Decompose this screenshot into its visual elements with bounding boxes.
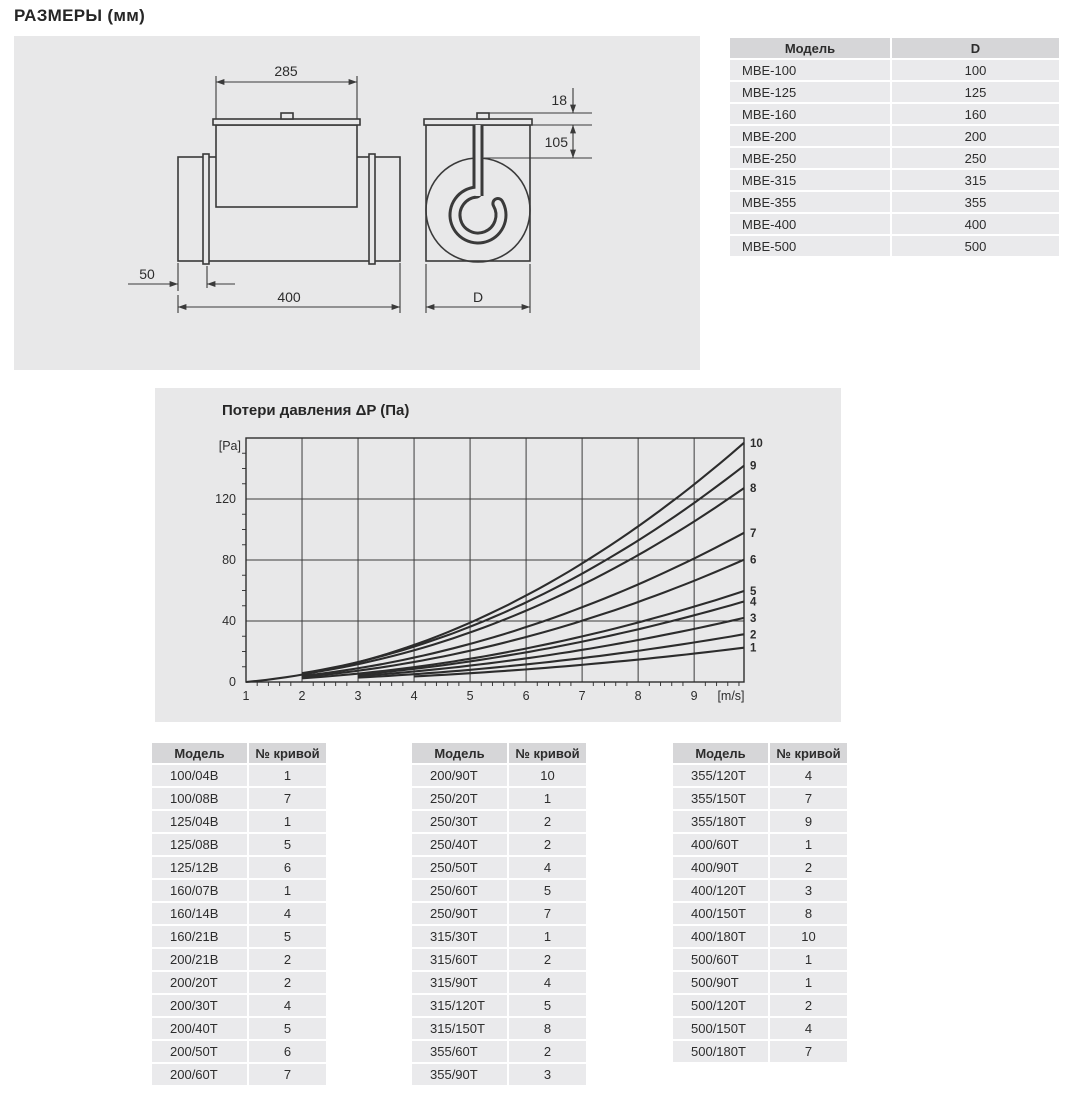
table-cell: 1 xyxy=(249,765,326,786)
table-cell: 400/150Т xyxy=(673,903,768,924)
pressure-loss-chart xyxy=(155,388,841,722)
table-cell: 1 xyxy=(249,880,326,901)
table-cell: 315/90Т xyxy=(412,972,507,993)
table-cell: 125 xyxy=(892,82,1059,102)
table-row xyxy=(412,880,586,901)
table-cell: 250/50Т xyxy=(412,857,507,878)
table-cell: 100 xyxy=(892,60,1059,80)
y-axis-unit-label: [Pa] xyxy=(218,439,241,453)
table-cell: МВЕ-125 xyxy=(730,82,890,102)
table-cell: 7 xyxy=(770,788,847,809)
table-row xyxy=(412,765,586,786)
table-cell: 200/60Т xyxy=(152,1064,247,1085)
column-header: Модель xyxy=(730,38,890,58)
x-axis-unit-label: [m/s] xyxy=(717,689,745,703)
table-cell: МВЕ-355 xyxy=(730,192,890,212)
table-cell: 500/60Т xyxy=(673,949,768,970)
table-row xyxy=(673,1041,847,1062)
curve-label-4: 4 xyxy=(750,596,757,609)
curve-label-1: 1 xyxy=(750,642,757,655)
table-cell: 1 xyxy=(770,949,847,970)
table-cell: 2 xyxy=(249,972,326,993)
column-header: Модель xyxy=(152,743,247,763)
table-row xyxy=(152,834,326,855)
table-cell: МВЕ-315 xyxy=(730,170,890,190)
x-tick-label: 7 xyxy=(578,689,586,703)
table-cell: 6 xyxy=(249,1041,326,1062)
table-row xyxy=(673,995,847,1016)
table-row xyxy=(673,811,847,832)
table-row xyxy=(730,126,1059,146)
dimensions-drawing xyxy=(14,36,700,370)
table-cell: 7 xyxy=(509,903,586,924)
table-row xyxy=(412,903,586,924)
table-header-row xyxy=(412,743,586,763)
table-row xyxy=(412,972,586,993)
table-row xyxy=(152,903,326,924)
table-cell: 3 xyxy=(770,880,847,901)
table-cell: 5 xyxy=(249,1018,326,1039)
table-cell: 500/150Т xyxy=(673,1018,768,1039)
table-row xyxy=(730,82,1059,102)
table-cell: МВЕ-400 xyxy=(730,214,890,234)
table-cell: 250/40Т xyxy=(412,834,507,855)
y-tick-label: 0 xyxy=(229,675,236,689)
table-cell: 500/180Т xyxy=(673,1041,768,1062)
heating-element-icon xyxy=(455,125,501,238)
table-cell: 250/90Т xyxy=(412,903,507,924)
x-tick-label: 2 xyxy=(298,689,306,703)
table-cell: МВЕ-250 xyxy=(730,148,890,168)
table-row xyxy=(152,926,326,947)
table-cell: 250/30Т xyxy=(412,811,507,832)
table-cell: 1 xyxy=(770,834,847,855)
curve-table-1 xyxy=(150,741,328,1087)
table-cell: 315/60Т xyxy=(412,949,507,970)
table-row xyxy=(412,811,586,832)
table-cell: 2 xyxy=(509,834,586,855)
y-tick-label: 80 xyxy=(222,553,236,567)
dimensions-panel xyxy=(14,36,700,370)
table-row xyxy=(412,1018,586,1039)
x-tick-label: 9 xyxy=(690,689,698,703)
table-row xyxy=(152,995,326,1016)
chart-title: Потери давления ΔP (Па) xyxy=(222,402,410,419)
table-cell: 315 xyxy=(892,170,1059,190)
table-row xyxy=(673,857,847,878)
table-row xyxy=(412,949,586,970)
table-cell: 9 xyxy=(770,811,847,832)
table-cell: 2 xyxy=(770,995,847,1016)
side-view xyxy=(178,113,400,264)
table-row xyxy=(730,60,1059,80)
table-row xyxy=(152,949,326,970)
table-row xyxy=(673,880,847,901)
table-row xyxy=(152,972,326,993)
table-cell: 400/120Т xyxy=(673,880,768,901)
table-cell: 100/08В xyxy=(152,788,247,809)
table-cell: 2 xyxy=(509,1041,586,1062)
curve-label-2: 2 xyxy=(750,629,757,642)
table-row xyxy=(412,788,586,809)
table-cell: 250 xyxy=(892,148,1059,168)
table-cell: 355/180Т xyxy=(673,811,768,832)
table-cell: 400/90Т xyxy=(673,857,768,878)
table-cell: 6 xyxy=(249,857,326,878)
table-cell: 160/07В xyxy=(152,880,247,901)
table-cell: 400/180Т xyxy=(673,926,768,947)
column-header: № кривой xyxy=(770,743,847,763)
table-header-row xyxy=(152,743,326,763)
table-cell: 5 xyxy=(509,880,586,901)
x-tick-label: 8 xyxy=(634,689,642,703)
table-cell: 7 xyxy=(249,788,326,809)
table-cell: 7 xyxy=(770,1041,847,1062)
table-row xyxy=(673,1018,847,1039)
x-tick-label: 6 xyxy=(522,689,530,703)
table-cell: 400/60Т xyxy=(673,834,768,855)
table-row xyxy=(412,926,586,947)
column-header: № кривой xyxy=(249,743,326,763)
curve-label-6: 6 xyxy=(750,554,757,567)
curve-label-3: 3 xyxy=(750,612,757,625)
table-row xyxy=(152,1064,326,1085)
table-row xyxy=(730,170,1059,190)
table-cell: МВЕ-500 xyxy=(730,236,890,256)
column-header: № кривой xyxy=(509,743,586,763)
table-row xyxy=(673,926,847,947)
curve-label-9: 9 xyxy=(750,460,757,473)
model-diameter-table xyxy=(728,36,1061,258)
curve-label-8: 8 xyxy=(750,483,757,496)
table-cell: МВЕ-200 xyxy=(730,126,890,146)
table-row xyxy=(152,880,326,901)
table-cell: 4 xyxy=(770,1018,847,1039)
table-cell: 500/90Т xyxy=(673,972,768,993)
table-row xyxy=(152,788,326,809)
x-tick-label: 3 xyxy=(354,689,362,703)
dim-400-label: 400 xyxy=(277,289,301,305)
table-cell: 2 xyxy=(249,949,326,970)
curve-table-3 xyxy=(671,741,849,1064)
table-cell: 2 xyxy=(509,949,586,970)
table-row xyxy=(730,236,1059,256)
table-row xyxy=(673,834,847,855)
table-cell: 500/120Т xyxy=(673,995,768,1016)
table-cell: 1 xyxy=(509,926,586,947)
table-cell: 5 xyxy=(249,834,326,855)
y-tick-label: 40 xyxy=(222,614,236,628)
table-row xyxy=(673,949,847,970)
dim-105-label: 105 xyxy=(544,134,568,150)
table-cell: 160 xyxy=(892,104,1059,124)
table-cell: 8 xyxy=(509,1018,586,1039)
front-view xyxy=(424,113,532,262)
table-cell: 200/20Т xyxy=(152,972,247,993)
table-cell: 1 xyxy=(509,788,586,809)
table-cell: 250/20Т xyxy=(412,788,507,809)
table-cell: 125/12В xyxy=(152,857,247,878)
table-cell: 200/90Т xyxy=(412,765,507,786)
x-tick-label: 1 xyxy=(242,689,250,703)
table-cell: 4 xyxy=(770,765,847,786)
table-cell: 10 xyxy=(770,926,847,947)
x-tick-label: 5 xyxy=(466,689,474,703)
table-cell: 10 xyxy=(509,765,586,786)
table-cell: 400 xyxy=(892,214,1059,234)
table-cell: 4 xyxy=(249,903,326,924)
table-cell: 200/21В xyxy=(152,949,247,970)
table-row xyxy=(412,834,586,855)
dim-285-label: 285 xyxy=(274,63,298,79)
table-cell: 4 xyxy=(249,995,326,1016)
table-row xyxy=(730,148,1059,168)
table-cell: 355 xyxy=(892,192,1059,212)
table-cell: 315/120Т xyxy=(412,995,507,1016)
column-header: D xyxy=(892,38,1059,58)
table-cell: 4 xyxy=(509,857,586,878)
table-row xyxy=(152,1018,326,1039)
table-cell: МВЕ-100 xyxy=(730,60,890,80)
chart-panel xyxy=(155,388,841,722)
table-cell: 500 xyxy=(892,236,1059,256)
column-header: Модель xyxy=(673,743,768,763)
y-tick-label: 120 xyxy=(215,492,236,506)
table-row xyxy=(730,214,1059,234)
table-cell: 250/60Т xyxy=(412,880,507,901)
table-header-row xyxy=(730,38,1059,58)
table-cell: МВЕ-160 xyxy=(730,104,890,124)
dim-18-label: 18 xyxy=(551,92,567,108)
table-row xyxy=(412,857,586,878)
table-cell: 200/40Т xyxy=(152,1018,247,1039)
table-cell: 5 xyxy=(509,995,586,1016)
table-cell: 355/150Т xyxy=(673,788,768,809)
table-row xyxy=(673,903,847,924)
table-cell: 8 xyxy=(770,903,847,924)
curve-4 xyxy=(358,602,744,675)
table-cell: 100/04В xyxy=(152,765,247,786)
table-cell: 125/08В xyxy=(152,834,247,855)
table-cell: 355/90Т xyxy=(412,1064,507,1085)
table-cell: 160/14В xyxy=(152,903,247,924)
table-row xyxy=(673,765,847,786)
table-cell: 2 xyxy=(770,857,847,878)
table-cell: 355/120Т xyxy=(673,765,768,786)
dim-d-label: D xyxy=(472,289,484,305)
curve-table-2 xyxy=(410,741,588,1087)
table-header-row xyxy=(673,743,847,763)
table-cell: 5 xyxy=(249,926,326,947)
table-row xyxy=(412,995,586,1016)
page-title: РАЗМЕРЫ (мм) xyxy=(14,6,146,25)
table-cell: 200/50Т xyxy=(152,1041,247,1062)
curve-label-5: 5 xyxy=(750,586,757,599)
table-cell: 4 xyxy=(509,972,586,993)
table-cell: 315/30Т xyxy=(412,926,507,947)
table-cell: 1 xyxy=(770,972,847,993)
table-row xyxy=(412,1064,586,1085)
dimension-lines xyxy=(128,76,592,313)
table-cell: 3 xyxy=(509,1064,586,1085)
table-row xyxy=(730,192,1059,212)
curve-label-10: 10 xyxy=(750,437,763,450)
table-cell: 7 xyxy=(249,1064,326,1085)
table-row xyxy=(673,972,847,993)
dim-50-label: 50 xyxy=(139,266,155,282)
table-cell: 200/30Т xyxy=(152,995,247,1016)
x-tick-label: 4 xyxy=(410,689,418,703)
table-row xyxy=(412,1041,586,1062)
table-row xyxy=(673,788,847,809)
table-row xyxy=(152,1041,326,1062)
table-cell: 125/04В xyxy=(152,811,247,832)
table-cell: 160/21В xyxy=(152,926,247,947)
table-cell: 200 xyxy=(892,126,1059,146)
table-row xyxy=(730,104,1059,124)
table-cell: 315/150Т xyxy=(412,1018,507,1039)
table-row xyxy=(152,857,326,878)
table-row xyxy=(152,765,326,786)
table-cell: 2 xyxy=(509,811,586,832)
table-cell: 355/60Т xyxy=(412,1041,507,1062)
table-cell: 1 xyxy=(249,811,326,832)
curve-label-7: 7 xyxy=(750,527,757,540)
column-header: Модель xyxy=(412,743,507,763)
curve-8 xyxy=(302,488,744,674)
table-row xyxy=(152,811,326,832)
